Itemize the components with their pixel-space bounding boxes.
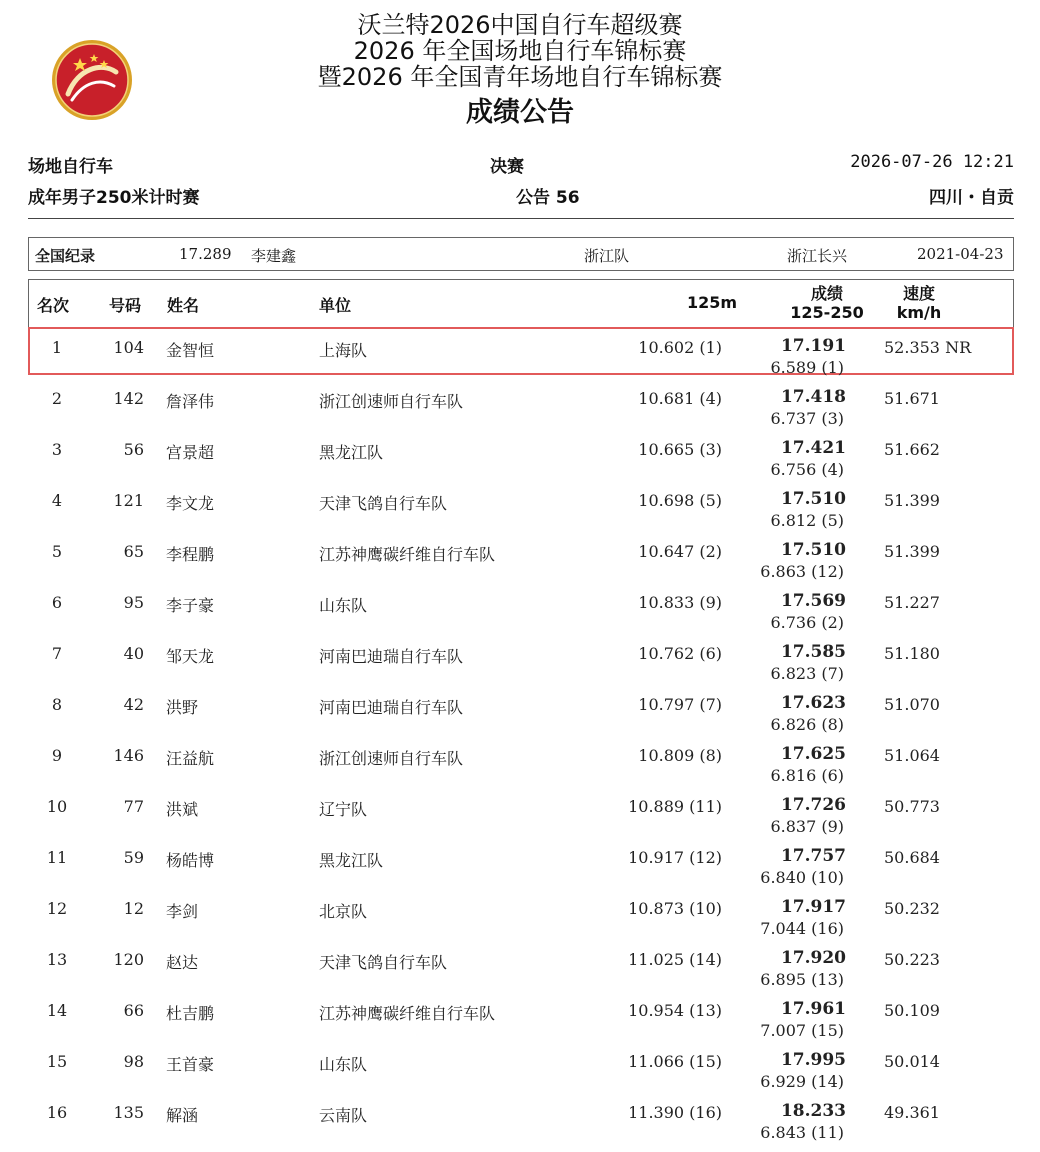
rank-cell: 9 bbox=[51, 746, 63, 765]
rank-cell: 16 bbox=[46, 1103, 68, 1122]
result-cell: 17.585 bbox=[780, 642, 846, 662]
title-line-3: 暨2026 年全国青年场地自行车锦标赛 bbox=[317, 63, 723, 91]
bib-cell: 135 bbox=[113, 1103, 144, 1122]
sub-split-cell: 7.007 (15) bbox=[760, 1021, 844, 1040]
col-split: 125m bbox=[687, 293, 738, 312]
table-row bbox=[0, 585, 1040, 636]
team-cell: 上海队 bbox=[319, 341, 368, 360]
col-result-line1: 成绩 bbox=[810, 284, 843, 303]
bib-cell: 120 bbox=[113, 950, 144, 969]
speed-cell: 50.223 bbox=[884, 950, 940, 969]
record-date: 2021-04-23 bbox=[917, 245, 1004, 263]
split-cell: 10.917 (12) bbox=[628, 848, 722, 867]
bib-cell: 12 bbox=[123, 899, 144, 918]
result-cell: 17.995 bbox=[780, 1050, 846, 1070]
result-cell: 17.757 bbox=[780, 846, 846, 866]
bib-cell: 98 bbox=[123, 1052, 144, 1071]
result-cell: 17.418 bbox=[780, 387, 846, 407]
sub-split-cell: 6.929 (14) bbox=[760, 1072, 844, 1091]
name-cell: 邹天龙 bbox=[166, 647, 215, 666]
sub-split-cell: 6.737 (3) bbox=[770, 409, 844, 428]
speed-cell: 51.399 bbox=[884, 491, 940, 510]
record-place: 浙江长兴 bbox=[787, 247, 848, 265]
result-cell: 17.569 bbox=[780, 591, 846, 611]
rank-cell: 4 bbox=[51, 491, 63, 510]
bib-cell: 65 bbox=[123, 542, 144, 561]
name-cell: 杜吉鹏 bbox=[166, 1004, 215, 1023]
event-label: 成年男子250米计时赛 bbox=[28, 188, 200, 208]
sub-split-cell: 6.840 (10) bbox=[760, 868, 844, 887]
table-row bbox=[0, 330, 1040, 381]
result-cell: 17.421 bbox=[780, 438, 846, 458]
split-cell: 11.025 (14) bbox=[628, 950, 722, 969]
bib-cell: 40 bbox=[123, 644, 144, 663]
rank-cell: 12 bbox=[46, 899, 68, 918]
name-cell: 李文龙 bbox=[166, 494, 215, 513]
table-row bbox=[0, 840, 1040, 891]
rank-cell: 2 bbox=[51, 389, 63, 408]
table-row bbox=[0, 432, 1040, 483]
team-cell: 云南队 bbox=[319, 1106, 368, 1125]
rank-cell: 11 bbox=[46, 848, 68, 867]
record-team: 浙江队 bbox=[584, 247, 630, 265]
col-speed-line1: 速度 bbox=[902, 284, 935, 303]
result-cell: 17.920 bbox=[780, 948, 846, 968]
sub-split-cell: 6.895 (13) bbox=[760, 970, 844, 989]
sub-split-cell: 6.826 (8) bbox=[770, 715, 844, 734]
speed-cell: 51.070 bbox=[884, 695, 940, 714]
team-cell: 黑龙江队 bbox=[319, 443, 384, 462]
name-cell: 汪益航 bbox=[166, 749, 215, 768]
results-table bbox=[0, 330, 1040, 1146]
discipline-label: 场地自行车 bbox=[28, 157, 113, 177]
sub-split-cell: 6.589 (1) bbox=[770, 358, 844, 377]
sub-split-cell: 6.863 (12) bbox=[760, 562, 844, 581]
result-cell: 17.917 bbox=[780, 897, 846, 917]
result-cell: 17.623 bbox=[780, 693, 846, 713]
name-cell: 洪斌 bbox=[166, 800, 199, 819]
split-cell: 10.647 (2) bbox=[638, 542, 722, 561]
name-cell: 李程鹏 bbox=[166, 545, 215, 564]
table-header bbox=[28, 279, 1014, 329]
sub-split-cell: 6.816 (6) bbox=[770, 766, 844, 785]
speed-cell: 50.684 bbox=[884, 848, 940, 867]
stage-label: 决赛 bbox=[490, 157, 524, 177]
result-cell: 17.961 bbox=[780, 999, 846, 1019]
split-cell: 10.698 (5) bbox=[638, 491, 722, 510]
name-cell: 宫景超 bbox=[166, 443, 215, 462]
name-cell: 解涵 bbox=[166, 1106, 199, 1125]
bib-cell: 66 bbox=[123, 1001, 144, 1020]
speed-cell: 49.361 bbox=[884, 1103, 940, 1122]
table-row bbox=[0, 1044, 1040, 1095]
speed-cell: 50.232 bbox=[884, 899, 940, 918]
split-cell: 11.390 (16) bbox=[628, 1103, 722, 1122]
team-cell: 天津飞鸽自行车队 bbox=[319, 953, 448, 972]
federation-logo bbox=[50, 38, 134, 122]
split-cell: 10.665 (3) bbox=[638, 440, 722, 459]
name-cell: 詹泽伟 bbox=[166, 392, 215, 411]
bib-cell: 59 bbox=[123, 848, 144, 867]
col-team: 单位 bbox=[319, 296, 352, 315]
rank-cell: 7 bbox=[51, 644, 63, 663]
table-row bbox=[0, 483, 1040, 534]
datetime-label: 2026-07-26 12:21 bbox=[850, 152, 1014, 172]
bib-cell: 146 bbox=[113, 746, 144, 765]
rank-cell: 15 bbox=[46, 1052, 68, 1071]
team-cell: 河南巴迪瑞自行车队 bbox=[319, 698, 464, 717]
table-row bbox=[0, 942, 1040, 993]
rank-cell: 1 bbox=[51, 338, 63, 357]
col-speed-line2: km/h bbox=[896, 303, 942, 322]
split-cell: 10.797 (7) bbox=[638, 695, 722, 714]
record-time: 17.289 bbox=[179, 245, 232, 263]
col-result bbox=[777, 284, 877, 322]
team-cell: 北京队 bbox=[319, 902, 368, 921]
col-rank: 名次 bbox=[37, 296, 70, 315]
col-speed bbox=[889, 284, 949, 322]
title-line-2: 2026 年全国场地自行车锦标赛 bbox=[353, 37, 687, 65]
name-cell: 李子豪 bbox=[166, 596, 215, 615]
bib-cell: 142 bbox=[113, 389, 144, 408]
col-result-line2: 125-250 bbox=[790, 303, 864, 322]
record-holder: 李建鑫 bbox=[251, 247, 297, 265]
result-cell: 17.510 bbox=[780, 489, 846, 509]
bib-cell: 104 bbox=[113, 338, 144, 357]
bib-cell: 121 bbox=[113, 491, 144, 510]
team-cell: 浙江创速师自行车队 bbox=[319, 749, 464, 768]
rank-cell: 8 bbox=[51, 695, 63, 714]
speed-cell: 51.180 bbox=[884, 644, 940, 663]
record-label: 全国纪录 bbox=[35, 247, 96, 265]
sub-split-cell: 6.736 (2) bbox=[770, 613, 844, 632]
table-row bbox=[0, 789, 1040, 840]
table-row bbox=[0, 1095, 1040, 1146]
name-cell: 李剑 bbox=[166, 902, 199, 921]
bib-cell: 42 bbox=[123, 695, 144, 714]
team-cell: 河南巴迪瑞自行车队 bbox=[319, 647, 464, 666]
rank-cell: 5 bbox=[51, 542, 63, 561]
team-cell: 辽宁队 bbox=[319, 800, 368, 819]
table-row bbox=[0, 636, 1040, 687]
speed-cell: 50.014 bbox=[884, 1052, 940, 1071]
result-cell: 17.625 bbox=[780, 744, 846, 764]
bib-cell: 95 bbox=[123, 593, 144, 612]
result-cell: 17.510 bbox=[780, 540, 846, 560]
col-bib: 号码 bbox=[109, 296, 142, 315]
title-line-1: 沃兰特2026中国自行车超级赛 bbox=[357, 11, 683, 39]
team-cell: 黑龙江队 bbox=[319, 851, 384, 870]
team-cell: 江苏神鹰碳纤维自行车队 bbox=[319, 545, 496, 564]
sub-split-cell: 7.044 (16) bbox=[760, 919, 844, 938]
bib-cell: 77 bbox=[123, 797, 144, 816]
result-cell: 17.191 bbox=[780, 336, 846, 356]
team-cell: 山东队 bbox=[319, 596, 368, 615]
speed-cell: 50.109 bbox=[884, 1001, 940, 1020]
team-cell: 天津飞鸽自行车队 bbox=[319, 494, 448, 513]
speed-cell: 51.227 bbox=[884, 593, 940, 612]
name-cell: 洪野 bbox=[166, 698, 199, 717]
split-cell: 10.954 (13) bbox=[628, 1001, 722, 1020]
name-cell: 王首豪 bbox=[166, 1055, 215, 1074]
rank-cell: 13 bbox=[46, 950, 68, 969]
split-cell: 10.809 (8) bbox=[638, 746, 722, 765]
split-cell: 10.873 (10) bbox=[628, 899, 722, 918]
header-divider bbox=[28, 218, 1014, 219]
rank-cell: 3 bbox=[51, 440, 63, 459]
split-cell: 10.602 (1) bbox=[638, 338, 722, 357]
location-label: 四川・自贡 bbox=[929, 188, 1014, 208]
team-cell: 江苏神鹰碳纤维自行车队 bbox=[319, 1004, 496, 1023]
sub-split-cell: 6.812 (5) bbox=[770, 511, 844, 530]
rank-cell: 14 bbox=[46, 1001, 68, 1020]
result-cell: 17.726 bbox=[780, 795, 846, 815]
speed-cell: 51.662 bbox=[884, 440, 940, 459]
split-cell: 10.833 (9) bbox=[638, 593, 722, 612]
result-cell: 18.233 bbox=[780, 1101, 846, 1121]
bib-cell: 56 bbox=[123, 440, 144, 459]
table-row bbox=[0, 687, 1040, 738]
table-row bbox=[0, 738, 1040, 789]
split-cell: 11.066 (15) bbox=[628, 1052, 722, 1071]
table-row bbox=[0, 891, 1040, 942]
table-row bbox=[0, 381, 1040, 432]
speed-cell: 51.671 bbox=[884, 389, 940, 408]
split-cell: 10.681 (4) bbox=[638, 389, 722, 408]
bulletin-label: 公告 56 bbox=[516, 188, 580, 208]
name-cell: 杨皓博 bbox=[166, 851, 215, 870]
team-cell: 山东队 bbox=[319, 1055, 368, 1074]
name-cell: 金智恒 bbox=[166, 341, 215, 360]
page-title: 成绩公告 bbox=[466, 97, 574, 128]
sub-split-cell: 6.843 (11) bbox=[760, 1123, 844, 1142]
name-cell: 赵达 bbox=[166, 953, 199, 972]
table-row bbox=[0, 534, 1040, 585]
sub-split-cell: 6.756 (4) bbox=[770, 460, 844, 479]
team-cell: 浙江创速师自行车队 bbox=[319, 392, 464, 411]
speed-cell: 52.353 NR bbox=[884, 338, 972, 357]
split-cell: 10.889 (11) bbox=[628, 797, 722, 816]
sub-split-cell: 6.823 (7) bbox=[770, 664, 844, 683]
rank-cell: 10 bbox=[46, 797, 68, 816]
speed-cell: 51.399 bbox=[884, 542, 940, 561]
sub-split-cell: 6.837 (9) bbox=[770, 817, 844, 836]
title-block bbox=[250, 12, 790, 126]
speed-cell: 50.773 bbox=[884, 797, 940, 816]
split-cell: 10.762 (6) bbox=[638, 644, 722, 663]
national-record-box bbox=[28, 237, 1014, 271]
rank-cell: 6 bbox=[51, 593, 63, 612]
speed-cell: 51.064 bbox=[884, 746, 940, 765]
table-row bbox=[0, 993, 1040, 1044]
col-name: 姓名 bbox=[167, 296, 200, 315]
